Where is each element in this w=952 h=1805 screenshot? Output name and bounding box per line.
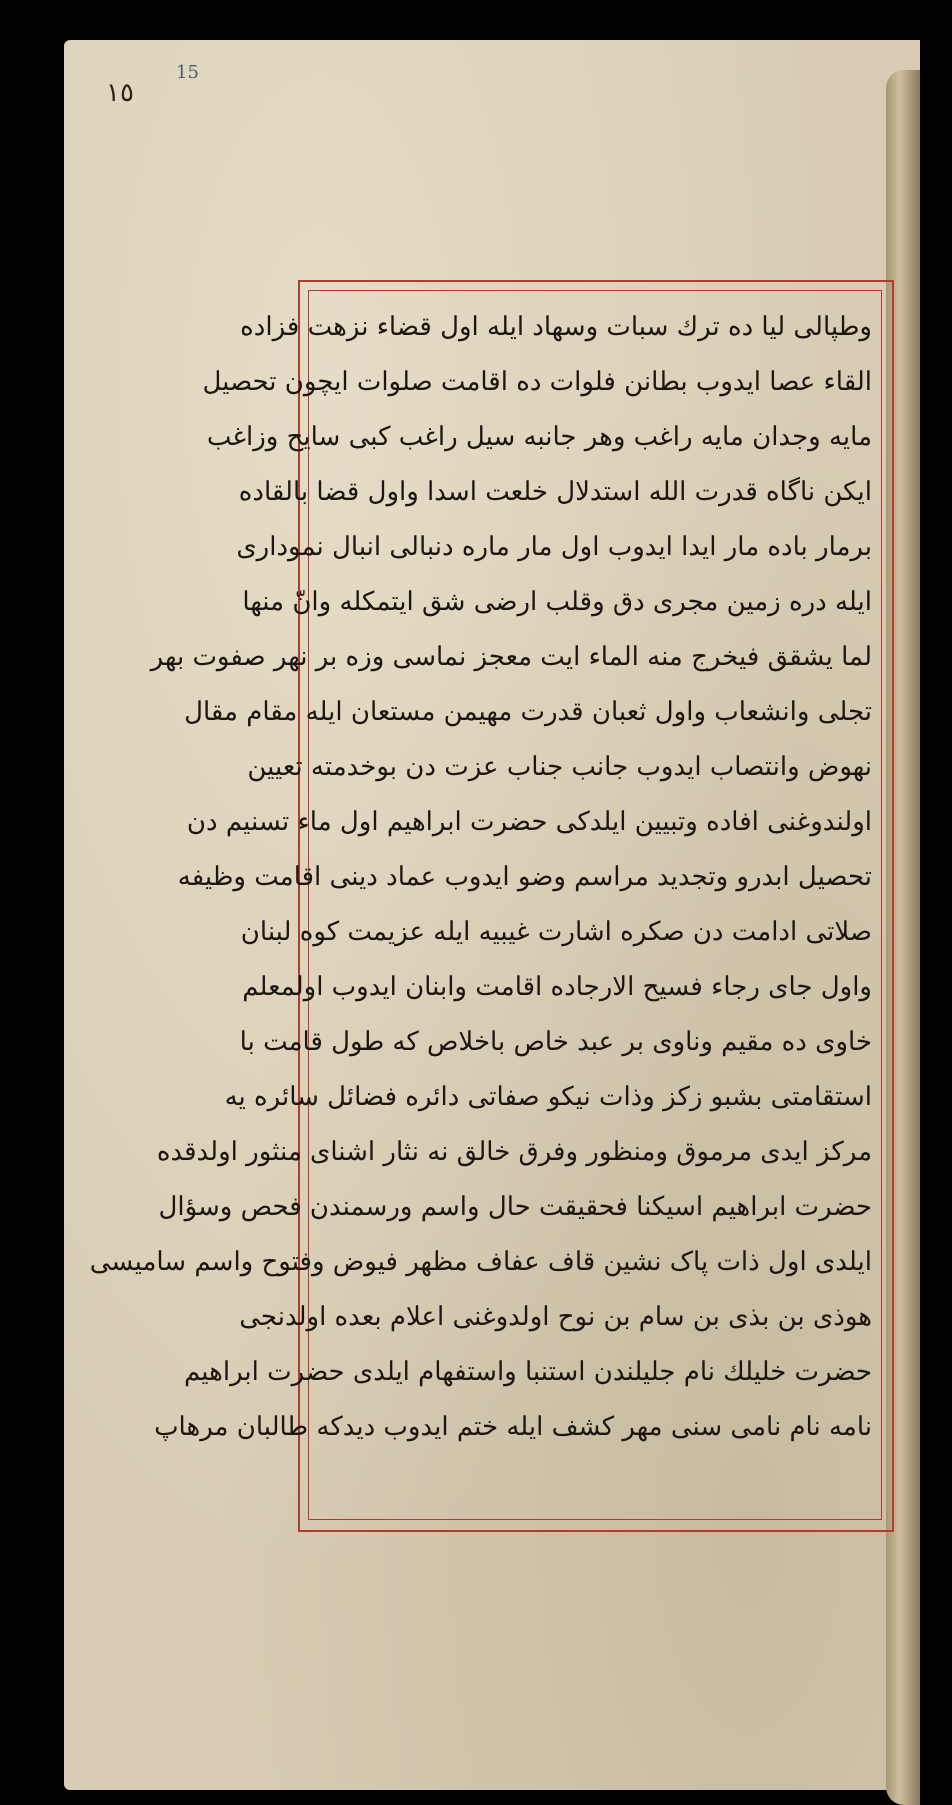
text-line: نهوض وانتصاب ايدوب جانب جناب عزت دن بوخدمته تعيين — [247, 752, 872, 782]
text-line: حضرت ابراهيم اسيكنا فحقيقت حال واسم ورسمندن فحص وسؤال — [158, 1192, 872, 1222]
text-line: واول جاى رجاء فسيح الارجاده اقامت وابنان ايدوب اولمعلم — [242, 972, 872, 1002]
text-line: ايكن ناگاه قدرت الله استدلال خلعت اسدا واول قضا بالقاده — [238, 477, 872, 507]
text-line: القاء عصا ايدوب بطانن فلوات ده اقامت صلوات ايچون تحصيل — [202, 367, 872, 397]
text-line: مايه وجدان مايه راغب وهر جانبه سيل راغب كبى سايح وزاغب — [206, 422, 872, 452]
text-line: ايلدى اول ذات پاک نشين قاف عفاف مظهر فيوض وفتوح واسم ساميسى — [89, 1247, 872, 1277]
text-line: استقامتى بشبو زكز وذات نيكو صفاتى دائره فضائل سائره يه — [224, 1082, 872, 1112]
text-line: خاوى ده مقيم وناوى بر عبد خاص باخلاص كه طول قامت با — [239, 1027, 872, 1057]
text-line: لما يشقق فيخرج منه الماء ايت معجز نماسى وزه بر نهر صفوت بهر — [150, 642, 872, 672]
pencil-folio-number: 15 — [176, 62, 199, 83]
text-line: تحصيل ابدرو وتجديد مراسم وضو ايدوب عماد دينى اقامت وظيفه — [177, 862, 872, 892]
text-line: تجلى وانشعاب واول ثعبان قدرت مهيمن مستعان ايله مقام مقال — [184, 697, 872, 727]
text-line: وطپالى ليا ده ترك سبات وسهاد ايله اول قضاء نزهت فزاده — [240, 312, 872, 342]
folio-number: ١٥ — [106, 78, 134, 108]
text-line: هوذى بن بذى بن سام بن نوح اولدوغنى اعلام بعده اولدنجى — [239, 1302, 872, 1332]
text-line: مركز ايدى مرموق ومنظور وفرق خالق نه نثار اشناى منثور اولدقده — [156, 1137, 872, 1167]
text-line: حضرت خليلك نام جليلندن استنبا واستفهام ايلدى حضرت ابراهيم — [183, 1357, 872, 1387]
text-line: صلاتى ادامت دن صكره اشارت غيبيه ايله عزيمت كوه لبنان — [240, 917, 872, 947]
text-line: اولندوغنى افاده وتبيين ايلدكى حضرت ابراهيم اول ماء تسنيم دن — [186, 807, 872, 837]
text-line: ايله دره زمين مجرى دق وقلب ارضى شق ايتمكله وانّ منها — [242, 587, 872, 617]
text-block — [89, 300, 872, 1510]
text-line: برمار باده مار ايدا ايدوب اول مار ماره دنبالى انبال نمودارى — [236, 532, 872, 562]
text-line: نامه نام نامى سنى مهر كشف ايله ختم ايدوب ديدكه طالبان مرهاپ — [154, 1412, 872, 1442]
